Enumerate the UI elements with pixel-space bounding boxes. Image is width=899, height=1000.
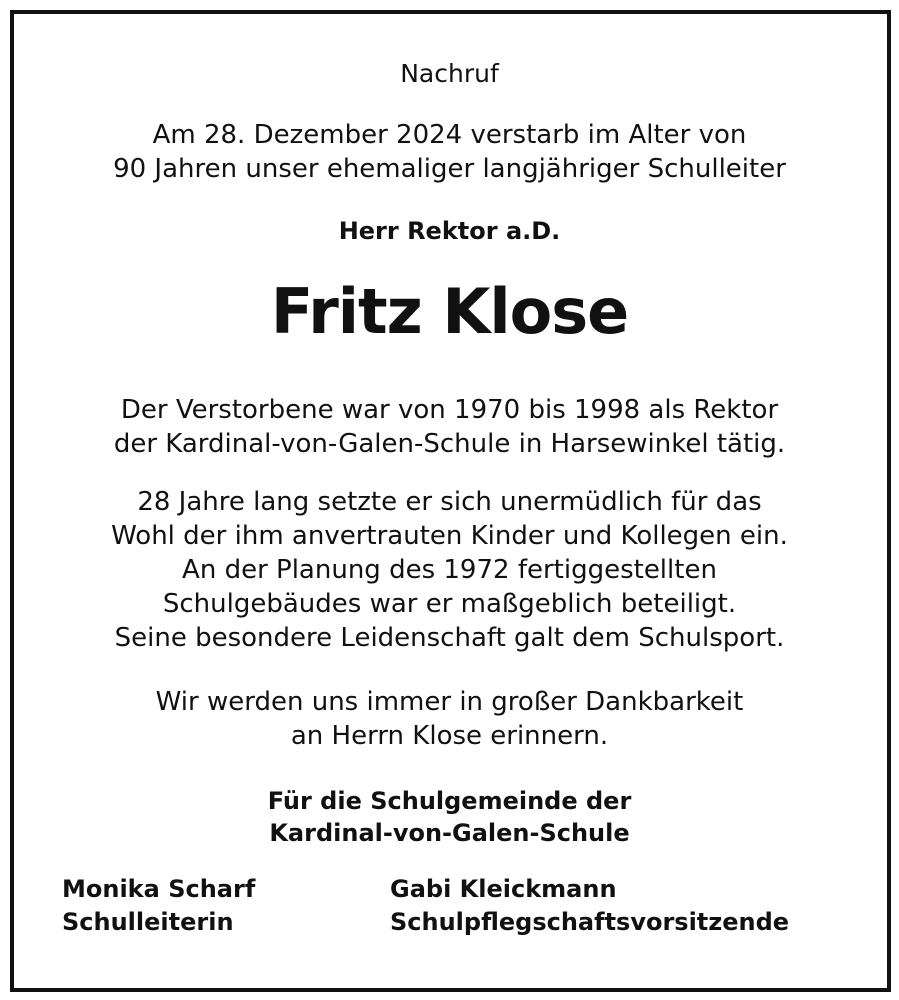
merits-paragraph: [0, 485, 899, 655]
closing-line: Für die Schulgemeinde der: [267, 787, 632, 815]
name-text: Fritz Klose: [270, 275, 629, 348]
merits-line: Schulgebäudes war er maßgeblich beteiligt.: [162, 589, 737, 619]
merits-line: Seine besondere Leidenschaft galt dem Schulsport.: [114, 623, 785, 653]
gratitude-line: an Herrn Klose erinnern.: [290, 721, 609, 751]
merits-line: Wohl der ihm anvertrauten Kinder und Kollegen ein.: [111, 521, 788, 551]
heading-text: Nachruf: [400, 59, 499, 88]
career-paragraph: [0, 393, 899, 461]
intro-paragraph: [0, 118, 899, 186]
merits-line: An der Planung des 1972 fertiggestellten: [182, 555, 717, 585]
gratitude-line: Wir werden uns immer in großer Dankbarkeit: [155, 687, 744, 717]
signature-role: Schulleiterin: [62, 908, 234, 936]
deceased-name: [0, 272, 899, 352]
merits-line: 28 Jahre lang setzte er sich unermüdlich für das: [137, 487, 762, 517]
deceased-title: [0, 215, 899, 247]
signature-block-principal: [62, 873, 255, 939]
closing-line: Kardinal-von-Galen-Schule: [269, 819, 630, 847]
intro-line: Am 28. Dezember 2024 verstarb im Alter von: [152, 120, 747, 150]
intro-line: 90 Jahren unser ehemaliger langjähriger Schulleiter: [113, 154, 786, 184]
career-line: Der Verstorbene war von 1970 bis 1998 als Rektor: [120, 395, 779, 425]
signature-name: Monika Scharf: [62, 875, 256, 903]
title-text: Herr Rektor a.D.: [338, 217, 561, 245]
gratitude-paragraph: [0, 685, 899, 753]
signature-role: Schulpflegschaftsvorsitzende: [390, 908, 790, 936]
notice-heading: [0, 58, 899, 90]
signature-name: Gabi Kleickmann: [390, 875, 617, 903]
signature-block-parent-council: [390, 873, 789, 939]
career-line: der Kardinal-von-Galen-Schule in Harsewinkel tätig.: [113, 429, 786, 459]
closing-block: [0, 785, 899, 849]
